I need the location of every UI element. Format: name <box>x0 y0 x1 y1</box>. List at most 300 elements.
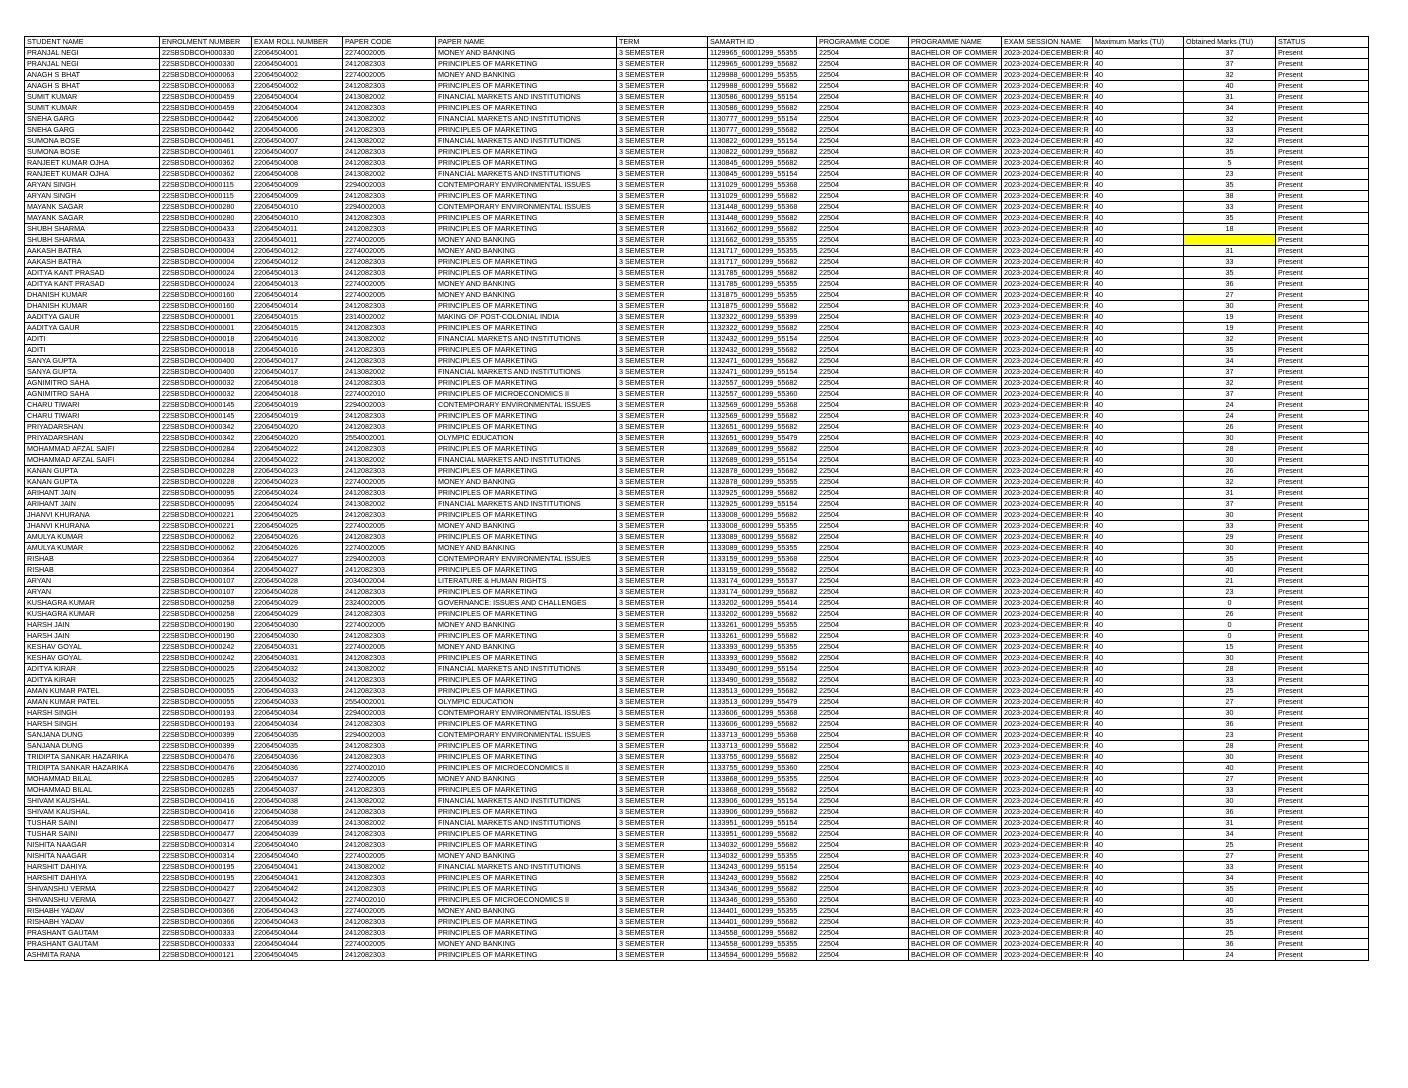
programme-code-cell: 22504 <box>817 807 909 818</box>
status-cell: Present <box>1276 279 1369 290</box>
exam-roll-number-cell: 22064504013 <box>252 279 343 290</box>
programme-code-cell: 22504 <box>817 730 909 741</box>
term-cell: 3 SEMESTER <box>617 70 708 81</box>
obtained-marks-cell: 36 <box>1184 719 1276 730</box>
paper-code-cell: 2412082303 <box>343 224 436 235</box>
paper-code-cell: 2274002005 <box>343 70 436 81</box>
exam-roll-number-cell: 22064504018 <box>252 389 343 400</box>
paper-code-cell: 2413082002 <box>343 796 436 807</box>
programme-name-cell: BACHELOR OF COMMER <box>909 708 1002 719</box>
term-cell: 3 SEMESTER <box>617 103 708 114</box>
term-cell: 3 SEMESTER <box>617 334 708 345</box>
exam-session-name-cell: 2023-2024-DECEMBER:R <box>1002 444 1093 455</box>
exam-roll-number-cell: 22064504042 <box>252 895 343 906</box>
status-cell: Present <box>1276 455 1369 466</box>
student-name-cell: MOHAMMAD AFZAL SAIFI <box>25 455 160 466</box>
samarth-id-cell: 1130845_60001299_55682 <box>708 158 817 169</box>
programme-name-cell: BACHELOR OF COMMER <box>909 422 1002 433</box>
obtained-marks-cell: 35 <box>1184 554 1276 565</box>
paper-code-cell: 2413082002 <box>343 862 436 873</box>
table-row <box>25 356 1369 367</box>
obtained-marks-cell: 32 <box>1184 378 1276 389</box>
exam-roll-number-cell: 22064504020 <box>252 433 343 444</box>
status-cell: Present <box>1276 147 1369 158</box>
paper-code-cell: 2412082303 <box>343 488 436 499</box>
programme-name-cell: BACHELOR OF COMMER <box>909 345 1002 356</box>
table-row <box>25 884 1369 895</box>
programme-code-cell: 22504 <box>817 224 909 235</box>
exam-roll-number-cell: 22064504029 <box>252 598 343 609</box>
exam-session-name-cell: 2023-2024-DECEMBER:R <box>1002 246 1093 257</box>
exam-roll-number-cell: 22064504029 <box>252 609 343 620</box>
term-cell: 3 SEMESTER <box>617 939 708 950</box>
programme-code-cell: 22504 <box>817 851 909 862</box>
samarth-id-cell: 1133393_60001299_55355 <box>708 642 817 653</box>
programme-code-cell: 22504 <box>817 939 909 950</box>
enrolment-number-cell: 22SBSDBCOH000476 <box>160 752 252 763</box>
obtained-marks-cell: 27 <box>1184 697 1276 708</box>
student-name-cell: AMULYA KUMAR <box>25 543 160 554</box>
obtained-marks-cell: 33 <box>1184 862 1276 873</box>
programme-name-cell: BACHELOR OF COMMER <box>909 818 1002 829</box>
enrolment-number-cell: 22SBSDBCOH000399 <box>160 730 252 741</box>
student-name-cell: MOHAMMAD AFZAL SAIFI <box>25 444 160 455</box>
programme-code-cell: 22504 <box>817 587 909 598</box>
exam-roll-number-cell: 22064504030 <box>252 620 343 631</box>
term-cell: 3 SEMESTER <box>617 400 708 411</box>
enrolment-number-cell: 22SBSDBCOH000477 <box>160 829 252 840</box>
paper-code-cell: 2412082303 <box>343 686 436 697</box>
programme-code-cell: 22504 <box>817 554 909 565</box>
table-row <box>25 664 1369 675</box>
paper-code-cell: 2294002003 <box>343 730 436 741</box>
programme-code-cell: 22504 <box>817 928 909 939</box>
samarth-id-cell: 1134032_60001299_55355 <box>708 851 817 862</box>
col-programme-code: PROGRAMME CODE <box>817 37 909 48</box>
paper-code-cell: 2274002005 <box>343 774 436 785</box>
obtained-marks-cell: 26 <box>1184 609 1276 620</box>
programme-code-cell: 22504 <box>817 620 909 631</box>
maximum-marks-cell: 40 <box>1093 719 1184 730</box>
student-name-cell: AMULYA KUMAR <box>25 532 160 543</box>
enrolment-number-cell: 22SBSDBCOH000032 <box>160 389 252 400</box>
programme-name-cell: BACHELOR OF COMMER <box>909 796 1002 807</box>
exam-roll-number-cell: 22064504015 <box>252 323 343 334</box>
exam-roll-number-cell: 22064504039 <box>252 829 343 840</box>
programme-code-cell: 22504 <box>817 400 909 411</box>
samarth-id-cell: 1132878_60001299_55682 <box>708 466 817 477</box>
student-name-cell: TRIDIPTA SANKAR HAZARIKA <box>25 752 160 763</box>
paper-name-cell: MONEY AND BANKING <box>436 48 617 59</box>
exam-roll-number-cell: 22064504004 <box>252 92 343 103</box>
term-cell: 3 SEMESTER <box>617 609 708 620</box>
exam-session-name-cell: 2023-2024-DECEMBER:R <box>1002 609 1093 620</box>
paper-code-cell: 2412082303 <box>343 741 436 752</box>
enrolment-number-cell: 22SBSDBCOH000459 <box>160 103 252 114</box>
exam-session-name-cell: 2023-2024-DECEMBER:R <box>1002 686 1093 697</box>
maximum-marks-cell: 40 <box>1093 917 1184 928</box>
paper-name-cell: LITERATURE & HUMAN RIGHTS <box>436 576 617 587</box>
paper-name-cell: PRINCIPLES OF MARKETING <box>436 840 617 851</box>
student-name-cell: PRIYADARSHAN <box>25 422 160 433</box>
student-name-cell: RANJEET KUMAR OJHA <box>25 169 160 180</box>
paper-name-cell: FINANCIAL MARKETS AND INSTITUTIONS <box>436 114 617 125</box>
paper-code-cell: 2274002005 <box>343 851 436 862</box>
programme-name-cell: BACHELOR OF COMMER <box>909 125 1002 136</box>
programme-name-cell: BACHELOR OF COMMER <box>909 554 1002 565</box>
samarth-id-cell: 1133261_60001299_55682 <box>708 631 817 642</box>
paper-name-cell: CONTEMPORARY ENVIRONMENTAL ISSUES <box>436 180 617 191</box>
table-row <box>25 125 1369 136</box>
programme-code-cell: 22504 <box>817 763 909 774</box>
student-name-cell: KESHAV GOYAL <box>25 642 160 653</box>
programme-name-cell: BACHELOR OF COMMER <box>909 488 1002 499</box>
student-name-cell: JHANVI KHURANA <box>25 521 160 532</box>
obtained-marks-cell: 19 <box>1184 323 1276 334</box>
paper-code-cell: 2413082002 <box>343 334 436 345</box>
maximum-marks-cell: 40 <box>1093 411 1184 422</box>
table-row <box>25 851 1369 862</box>
enrolment-number-cell: 22SBSDBCOH000461 <box>160 147 252 158</box>
enrolment-number-cell: 22SBSDBCOH000062 <box>160 532 252 543</box>
paper-code-cell: 2274002010 <box>343 389 436 400</box>
obtained-marks-cell: 28 <box>1184 444 1276 455</box>
status-cell: Present <box>1276 763 1369 774</box>
exam-roll-number-cell: 22064504004 <box>252 103 343 114</box>
paper-name-cell: FINANCIAL MARKETS AND INSTITUTIONS <box>436 169 617 180</box>
programme-name-cell: BACHELOR OF COMMER <box>909 499 1002 510</box>
enrolment-number-cell: 22SBSDBCOH000228 <box>160 466 252 477</box>
enrolment-number-cell: 22SBSDBCOH000427 <box>160 884 252 895</box>
programme-code-cell: 22504 <box>817 950 909 961</box>
paper-code-cell: 2412082303 <box>343 466 436 477</box>
exam-session-name-cell: 2023-2024-DECEMBER:R <box>1002 70 1093 81</box>
exam-session-name-cell: 2023-2024-DECEMBER:R <box>1002 290 1093 301</box>
table-row <box>25 169 1369 180</box>
paper-code-cell: 2412082303 <box>343 840 436 851</box>
samarth-id-cell: 1130777_60001299_55682 <box>708 125 817 136</box>
term-cell: 3 SEMESTER <box>617 279 708 290</box>
programme-code-cell: 22504 <box>817 301 909 312</box>
term-cell: 3 SEMESTER <box>617 125 708 136</box>
enrolment-number-cell: 22SBSDBCOH000366 <box>160 917 252 928</box>
exam-roll-number-cell: 22064504038 <box>252 796 343 807</box>
exam-session-name-cell: 2023-2024-DECEMBER:R <box>1002 785 1093 796</box>
maximum-marks-cell: 40 <box>1093 301 1184 312</box>
status-cell: Present <box>1276 378 1369 389</box>
table-row <box>25 928 1369 939</box>
enrolment-number-cell: 22SBSDBCOH000433 <box>160 235 252 246</box>
status-cell: Present <box>1276 565 1369 576</box>
enrolment-number-cell: 22SBSDBCOH000364 <box>160 565 252 576</box>
programme-code-cell: 22504 <box>817 114 909 125</box>
status-cell: Present <box>1276 620 1369 631</box>
status-cell: Present <box>1276 521 1369 532</box>
enrolment-number-cell: 22SBSDBCOH000115 <box>160 191 252 202</box>
maximum-marks-cell: 40 <box>1093 466 1184 477</box>
programme-name-cell: BACHELOR OF COMMER <box>909 136 1002 147</box>
exam-session-name-cell: 2023-2024-DECEMBER:R <box>1002 664 1093 675</box>
student-name-cell: ARYAN SINGH <box>25 180 160 191</box>
programme-code-cell: 22504 <box>817 785 909 796</box>
paper-code-cell: 2554002001 <box>343 433 436 444</box>
programme-code-cell: 22504 <box>817 455 909 466</box>
paper-code-cell: 2412082303 <box>343 378 436 389</box>
status-cell: Present <box>1276 752 1369 763</box>
exam-roll-number-cell: 22064504011 <box>252 235 343 246</box>
paper-code-cell: 2412082303 <box>343 653 436 664</box>
table-row <box>25 906 1369 917</box>
obtained-marks-cell: 21 <box>1184 576 1276 587</box>
student-name-cell: MAYANK SAGAR <box>25 213 160 224</box>
status-cell: Present <box>1276 114 1369 125</box>
table-row <box>25 312 1369 323</box>
status-cell: Present <box>1276 213 1369 224</box>
col-term: TERM <box>617 37 708 48</box>
enrolment-number-cell: 22SBSDBCOH000285 <box>160 785 252 796</box>
maximum-marks-cell: 40 <box>1093 323 1184 334</box>
exam-session-name-cell: 2023-2024-DECEMBER:R <box>1002 378 1093 389</box>
programme-code-cell: 22504 <box>817 488 909 499</box>
exam-roll-number-cell: 22064504002 <box>252 70 343 81</box>
enrolment-number-cell: 22SBSDBCOH000024 <box>160 268 252 279</box>
status-cell: Present <box>1276 312 1369 323</box>
exam-session-name-cell: 2023-2024-DECEMBER:R <box>1002 620 1093 631</box>
maximum-marks-cell: 40 <box>1093 136 1184 147</box>
programme-name-cell: BACHELOR OF COMMER <box>909 48 1002 59</box>
samarth-id-cell: 1133906_60001299_55154 <box>708 796 817 807</box>
exam-session-name-cell: 2023-2024-DECEMBER:R <box>1002 730 1093 741</box>
maximum-marks-cell: 40 <box>1093 455 1184 466</box>
paper-code-cell: 2412082303 <box>343 81 436 92</box>
exam-session-name-cell: 2023-2024-DECEMBER:R <box>1002 818 1093 829</box>
exam-session-name-cell: 2023-2024-DECEMBER:R <box>1002 389 1093 400</box>
table-row <box>25 631 1369 642</box>
obtained-marks-cell: 33 <box>1184 202 1276 213</box>
term-cell: 3 SEMESTER <box>617 312 708 323</box>
term-cell: 3 SEMESTER <box>617 697 708 708</box>
exam-roll-number-cell: 22064504032 <box>252 664 343 675</box>
table-row <box>25 532 1369 543</box>
exam-roll-number-cell: 22064504025 <box>252 510 343 521</box>
enrolment-number-cell: 22SBSDBCOH000284 <box>160 444 252 455</box>
programme-code-cell: 22504 <box>817 411 909 422</box>
maximum-marks-cell: 40 <box>1093 785 1184 796</box>
student-name-cell: MOHAMMAD BILAL <box>25 785 160 796</box>
paper-code-cell: 2274002005 <box>343 279 436 290</box>
maximum-marks-cell: 40 <box>1093 708 1184 719</box>
obtained-marks-cell: 30 <box>1184 708 1276 719</box>
term-cell: 3 SEMESTER <box>617 928 708 939</box>
paper-name-cell: PRINCIPLES OF MARKETING <box>436 928 617 939</box>
enrolment-number-cell: 22SBSDBCOH000461 <box>160 136 252 147</box>
programme-name-cell: BACHELOR OF COMMER <box>909 279 1002 290</box>
paper-name-cell: PRINCIPLES OF MARKETING <box>436 378 617 389</box>
exam-session-name-cell: 2023-2024-DECEMBER:R <box>1002 862 1093 873</box>
enrolment-number-cell: 22SBSDBCOH000280 <box>160 213 252 224</box>
maximum-marks-cell: 40 <box>1093 620 1184 631</box>
exam-session-name-cell: 2023-2024-DECEMBER:R <box>1002 565 1093 576</box>
samarth-id-cell: 1132651_60001299_55479 <box>708 433 817 444</box>
programme-code-cell: 22504 <box>817 862 909 873</box>
samarth-id-cell: 1131662_60001299_55682 <box>708 224 817 235</box>
table-row <box>25 433 1369 444</box>
paper-name-cell: FINANCIAL MARKETS AND INSTITUTIONS <box>436 796 617 807</box>
paper-name-cell: PRINCIPLES OF MARKETING <box>436 609 617 620</box>
programme-name-cell: BACHELOR OF COMMER <box>909 873 1002 884</box>
table-row <box>25 807 1369 818</box>
obtained-marks-cell: 30 <box>1184 455 1276 466</box>
table-row <box>25 774 1369 785</box>
exam-roll-number-cell: 22064504025 <box>252 521 343 532</box>
col-exam-roll-number: EXAM ROLL NUMBER <box>252 37 343 48</box>
exam-session-name-cell: 2023-2024-DECEMBER:R <box>1002 840 1093 851</box>
programme-code-cell: 22504 <box>817 213 909 224</box>
student-name-cell: ADITI <box>25 345 160 356</box>
enrolment-number-cell: 22SBSDBCOH000459 <box>160 92 252 103</box>
samarth-id-cell: 1133906_60001299_55682 <box>708 807 817 818</box>
student-name-cell: CHARU TIWARI <box>25 400 160 411</box>
exam-roll-number-cell: 22064504015 <box>252 312 343 323</box>
obtained-marks-cell: 30 <box>1184 510 1276 521</box>
exam-roll-number-cell: 22064504042 <box>252 884 343 895</box>
enrolment-number-cell: 22SBSDBCOH000280 <box>160 202 252 213</box>
table-row <box>25 697 1369 708</box>
status-cell: Present <box>1276 939 1369 950</box>
programme-code-cell: 22504 <box>817 543 909 554</box>
student-name-cell: AGNIMITRO SAHA <box>25 378 160 389</box>
paper-code-cell: 2412082303 <box>343 532 436 543</box>
table-row <box>25 400 1369 411</box>
exam-roll-number-cell: 22064504007 <box>252 136 343 147</box>
samarth-id-cell: 1131448_60001299_55368 <box>708 202 817 213</box>
programme-name-cell: BACHELOR OF COMMER <box>909 752 1002 763</box>
samarth-id-cell: 1132322_60001299_55682 <box>708 323 817 334</box>
table-row <box>25 268 1369 279</box>
paper-name-cell: MONEY AND BANKING <box>436 620 617 631</box>
obtained-marks-cell: 32 <box>1184 334 1276 345</box>
programme-name-cell: BACHELOR OF COMMER <box>909 158 1002 169</box>
exam-roll-number-cell: 22064504028 <box>252 576 343 587</box>
status-cell: Present <box>1276 246 1369 257</box>
table-row <box>25 521 1369 532</box>
student-name-cell: CHARU TIWARI <box>25 411 160 422</box>
paper-code-cell: 2413082002 <box>343 499 436 510</box>
programme-name-cell: BACHELOR OF COMMER <box>909 576 1002 587</box>
paper-code-cell: 2412082303 <box>343 268 436 279</box>
programme-name-cell: BACHELOR OF COMMER <box>909 411 1002 422</box>
exam-roll-number-cell: 22064504035 <box>252 741 343 752</box>
samarth-id-cell: 1132925_60001299_55682 <box>708 488 817 499</box>
paper-code-cell: 2412082303 <box>343 675 436 686</box>
term-cell: 3 SEMESTER <box>617 477 708 488</box>
exam-session-name-cell: 2023-2024-DECEMBER:R <box>1002 653 1093 664</box>
term-cell: 3 SEMESTER <box>617 367 708 378</box>
table-row <box>25 213 1369 224</box>
status-cell: Present <box>1276 609 1369 620</box>
samarth-id-cell: 1133951_60001299_55682 <box>708 829 817 840</box>
enrolment-number-cell: 22SBSDBCOH000285 <box>160 774 252 785</box>
maximum-marks-cell: 40 <box>1093 345 1184 356</box>
table-row <box>25 741 1369 752</box>
enrolment-number-cell: 22SBSDBCOH000160 <box>160 301 252 312</box>
exam-roll-number-cell: 22064504014 <box>252 290 343 301</box>
term-cell: 3 SEMESTER <box>617 664 708 675</box>
obtained-marks-cell: 26 <box>1184 466 1276 477</box>
enrolment-number-cell: 22SBSDBCOH000366 <box>160 906 252 917</box>
student-name-cell: ARYAN <box>25 587 160 598</box>
maximum-marks-cell: 40 <box>1093 312 1184 323</box>
table-row <box>25 895 1369 906</box>
term-cell: 3 SEMESTER <box>617 389 708 400</box>
term-cell: 3 SEMESTER <box>617 92 708 103</box>
status-cell: Present <box>1276 400 1369 411</box>
exam-session-name-cell: 2023-2024-DECEMBER:R <box>1002 224 1093 235</box>
status-cell: Present <box>1276 202 1369 213</box>
exam-session-name-cell: 2023-2024-DECEMBER:R <box>1002 323 1093 334</box>
term-cell: 3 SEMESTER <box>617 532 708 543</box>
table-row <box>25 279 1369 290</box>
exam-session-name-cell: 2023-2024-DECEMBER:R <box>1002 301 1093 312</box>
table-row <box>25 796 1369 807</box>
exam-roll-number-cell: 22064504011 <box>252 224 343 235</box>
paper-name-cell: MONEY AND BANKING <box>436 70 617 81</box>
obtained-marks-cell: 40 <box>1184 895 1276 906</box>
samarth-id-cell: 1131875_60001299_55682 <box>708 301 817 312</box>
status-cell: Present <box>1276 334 1369 345</box>
obtained-marks-cell: 36 <box>1184 807 1276 818</box>
paper-code-cell: 2412082303 <box>343 345 436 356</box>
table-row <box>25 103 1369 114</box>
exam-roll-number-cell: 22064504040 <box>252 840 343 851</box>
paper-name-cell: CONTEMPORARY ENVIRONMENTAL ISSUES <box>436 202 617 213</box>
samarth-id-cell: 1130777_60001299_55154 <box>708 114 817 125</box>
term-cell: 3 SEMESTER <box>617 620 708 631</box>
paper-code-cell: 2412082303 <box>343 411 436 422</box>
table-row <box>25 136 1369 147</box>
enrolment-number-cell: 22SBSDBCOH000095 <box>160 499 252 510</box>
term-cell: 3 SEMESTER <box>617 323 708 334</box>
exam-session-name-cell: 2023-2024-DECEMBER:R <box>1002 158 1093 169</box>
programme-code-cell: 22504 <box>817 169 909 180</box>
enrolment-number-cell: 22SBSDBCOH000063 <box>160 81 252 92</box>
exam-roll-number-cell: 22064504006 <box>252 114 343 125</box>
programme-name-cell: BACHELOR OF COMMER <box>909 257 1002 268</box>
status-cell: Present <box>1276 796 1369 807</box>
enrolment-number-cell: 22SBSDBCOH000258 <box>160 598 252 609</box>
maximum-marks-cell: 40 <box>1093 521 1184 532</box>
paper-code-cell: 2274002005 <box>343 906 436 917</box>
programme-name-cell: BACHELOR OF COMMER <box>909 741 1002 752</box>
table-row <box>25 444 1369 455</box>
programme-code-cell: 22504 <box>817 125 909 136</box>
programme-name-cell: BACHELOR OF COMMER <box>909 807 1002 818</box>
term-cell: 3 SEMESTER <box>617 136 708 147</box>
enrolment-number-cell: 22SBSDBCOH000195 <box>160 862 252 873</box>
paper-name-cell: PRINCIPLES OF MARKETING <box>436 422 617 433</box>
status-cell: Present <box>1276 136 1369 147</box>
obtained-marks-cell: 27 <box>1184 851 1276 862</box>
status-cell: Present <box>1276 389 1369 400</box>
status-cell: Present <box>1276 576 1369 587</box>
paper-name-cell: PRINCIPLES OF MARKETING <box>436 81 617 92</box>
maximum-marks-cell: 40 <box>1093 158 1184 169</box>
samarth-id-cell: 1132689_60001299_55682 <box>708 444 817 455</box>
maximum-marks-cell: 40 <box>1093 389 1184 400</box>
samarth-id-cell: 1133202_60001299_55682 <box>708 609 817 620</box>
obtained-marks-cell: 35 <box>1184 345 1276 356</box>
exam-roll-number-cell: 22064504010 <box>252 213 343 224</box>
